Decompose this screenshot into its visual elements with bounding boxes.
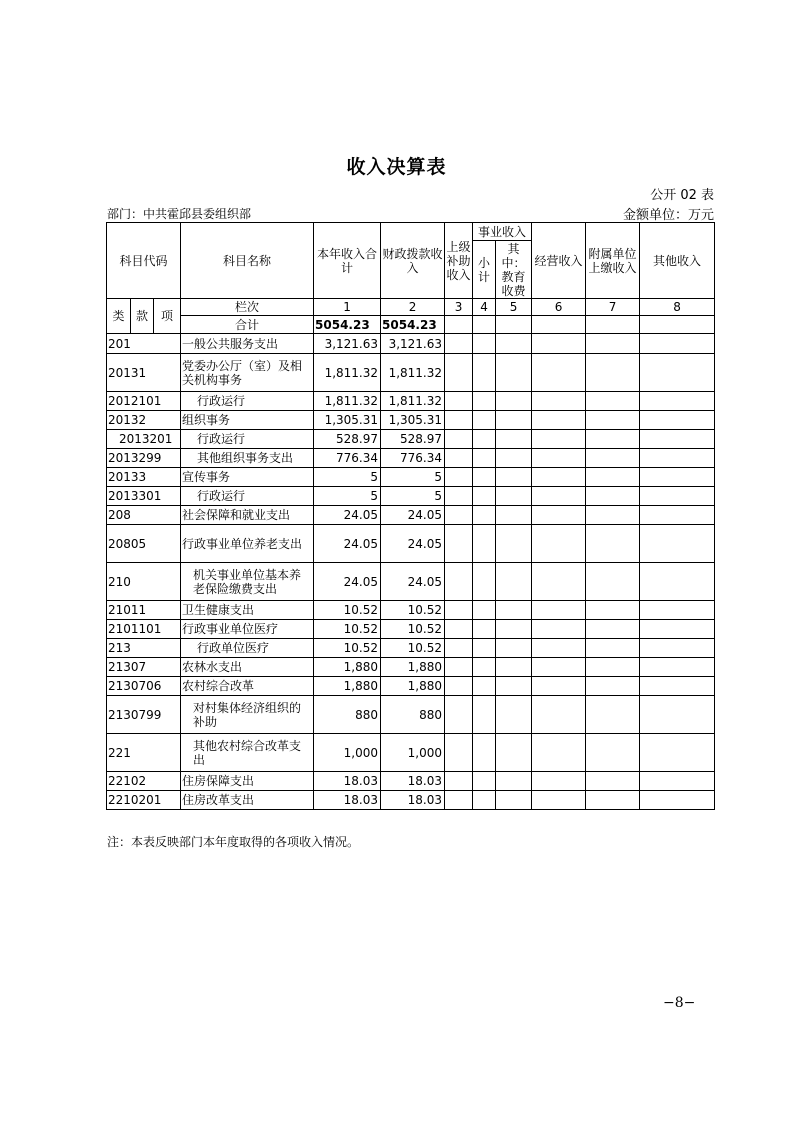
total-income-value: 1,000: [314, 734, 381, 772]
subject-name: 行政事业单位养老支出: [181, 525, 314, 563]
fiscal-appropriation-value: 24.05: [381, 525, 445, 563]
empty-cell: [532, 449, 586, 468]
header-lei: 类: [107, 299, 131, 334]
empty-cell: [473, 791, 496, 810]
subject-code: 2101101: [107, 620, 181, 639]
table-row: [107, 677, 715, 696]
empty-cell: [532, 601, 586, 620]
empty-cell: [496, 677, 532, 696]
header-fiscal-appropriation: 财政拨款收入: [381, 223, 445, 299]
total-income-value: 24.05: [314, 525, 381, 563]
fiscal-appropriation-value: 18.03: [381, 791, 445, 810]
empty-cell: [496, 601, 532, 620]
empty-cell: [640, 334, 715, 354]
empty-cell: [640, 411, 715, 430]
empty-cell: [640, 449, 715, 468]
subject-name: 行政运行: [181, 392, 314, 411]
subject-name: 住房保障支出: [181, 772, 314, 791]
header-kuan: 款: [131, 299, 154, 334]
header-affiliated-income: 附属单位上缴收入: [586, 223, 640, 299]
col-number: 1: [314, 299, 381, 316]
table-row: [107, 620, 715, 639]
empty-cell: [640, 639, 715, 658]
subject-name: 行政事业单位医疗: [181, 620, 314, 639]
empty-cell: [496, 334, 532, 354]
table-row: [107, 468, 715, 487]
subject-code: 20805: [107, 525, 181, 563]
empty-cell: [532, 791, 586, 810]
empty-cell: [473, 334, 496, 354]
subject-name: 行政单位医疗: [181, 639, 314, 658]
empty-cell: [586, 772, 640, 791]
empty-cell: [445, 468, 473, 487]
footnote: 注：本表反映部门本年度取得的各项收入情况。: [107, 835, 360, 849]
total-income-value: 1,811.32: [314, 392, 381, 411]
empty-cell: [586, 734, 640, 772]
fiscal-appropriation-value: 1,811.32: [381, 392, 445, 411]
empty-cell: [473, 430, 496, 449]
header-total-income: 本年收入合计: [314, 223, 381, 299]
empty-cell: [586, 430, 640, 449]
empty-cell: [640, 430, 715, 449]
fiscal-appropriation-value: 1,811.32: [381, 354, 445, 392]
empty-cell: [496, 639, 532, 658]
table-row: [107, 772, 715, 791]
empty-cell: [640, 354, 715, 392]
empty-cell: [586, 449, 640, 468]
empty-cell: [445, 696, 473, 734]
total-income-value: 528.97: [314, 430, 381, 449]
subject-code: 2130706: [107, 677, 181, 696]
total-income-value: 1,811.32: [314, 354, 381, 392]
empty-cell: [445, 677, 473, 696]
empty-cell: [445, 563, 473, 601]
empty-cell: [532, 411, 586, 430]
header-superior-subsidy: 上级补助收入: [445, 223, 473, 299]
header-xiang: 项: [154, 299, 181, 334]
table-row: [107, 791, 715, 810]
subject-name: 组织事务: [181, 411, 314, 430]
empty-cell: [496, 734, 532, 772]
empty-cell: [586, 392, 640, 411]
subject-code: 210: [107, 563, 181, 601]
empty-cell: [640, 791, 715, 810]
subject-code: 20131: [107, 354, 181, 392]
subject-code: 20133: [107, 468, 181, 487]
empty-cell: [532, 506, 586, 525]
empty-cell: [473, 525, 496, 563]
empty-cell: [532, 354, 586, 392]
empty-cell: [532, 563, 586, 601]
subject-name: 住房改革支出: [181, 791, 314, 810]
empty-cell: [496, 696, 532, 734]
fiscal-appropriation-value: 880: [381, 696, 445, 734]
col-number: 2: [381, 299, 445, 316]
empty-cell: [586, 411, 640, 430]
empty-cell: [532, 639, 586, 658]
empty-cell: [473, 449, 496, 468]
empty-cell: [640, 487, 715, 506]
empty-cell: [473, 620, 496, 639]
empty-cell: [532, 772, 586, 791]
empty-cell: [473, 411, 496, 430]
subject-code: 2012101: [107, 392, 181, 411]
subject-code: 2013301: [107, 487, 181, 506]
subject-code: 208: [107, 506, 181, 525]
subject-code: 221: [107, 734, 181, 772]
col-number: 8: [640, 299, 715, 316]
total-income-value: 5: [314, 468, 381, 487]
empty-cell: [473, 772, 496, 791]
header-operating-income: 经营收入: [532, 223, 586, 299]
empty-cell: [640, 772, 715, 791]
empty-cell: [586, 639, 640, 658]
fiscal-appropriation-value: 528.97: [381, 430, 445, 449]
empty-cell: [640, 601, 715, 620]
subject-name: 行政运行: [181, 487, 314, 506]
empty-cell: [496, 487, 532, 506]
empty-cell: [496, 658, 532, 677]
empty-cell: [532, 734, 586, 772]
empty-cell: [473, 354, 496, 392]
fiscal-appropriation-value: 10.52: [381, 620, 445, 639]
total-income-value: 24.05: [314, 563, 381, 601]
total-income-value: 18.03: [314, 772, 381, 791]
col-number: 7: [586, 299, 640, 316]
empty-cell: [496, 525, 532, 563]
col-number: 4: [473, 299, 496, 316]
empty-cell: [473, 734, 496, 772]
subject-name: 农林水支出: [181, 658, 314, 677]
empty-cell: [496, 468, 532, 487]
empty-cell: [445, 392, 473, 411]
empty-cell: [496, 411, 532, 430]
total-income-value: 10.52: [314, 639, 381, 658]
table-row: [107, 639, 715, 658]
header-other-income: 其他收入: [640, 223, 715, 299]
empty-cell: [532, 658, 586, 677]
empty-cell: [445, 411, 473, 430]
empty-cell: [640, 734, 715, 772]
total-income-value: 10.52: [314, 620, 381, 639]
total-value: 5054.23: [314, 316, 381, 334]
form-code: 公开 02 表: [650, 188, 714, 203]
empty-cell: [586, 601, 640, 620]
subject-code: 2130799: [107, 696, 181, 734]
subject-code: 2210201: [107, 791, 181, 810]
subject-name: 行政运行: [181, 430, 314, 449]
total-income-value: 10.52: [314, 601, 381, 620]
department-label: 部门：中共霍邱县委组织部: [107, 207, 252, 221]
empty-cell: [473, 506, 496, 525]
empty-cell: [473, 696, 496, 734]
fiscal-appropriation-value: 5: [381, 487, 445, 506]
empty-cell: [445, 791, 473, 810]
table-row: [107, 696, 715, 734]
empty-cell: [586, 525, 640, 563]
empty-cell: [640, 696, 715, 734]
total-income-value: 1,305.31: [314, 411, 381, 430]
fiscal-appropriation-value: 1,000: [381, 734, 445, 772]
empty-cell: [586, 487, 640, 506]
unit-label: 金额单位：万元: [622, 208, 714, 223]
empty-cell: [473, 392, 496, 411]
subject-code: 2013299: [107, 449, 181, 468]
empty-cell: [586, 334, 640, 354]
table-row: [107, 506, 715, 525]
empty-cell: [586, 506, 640, 525]
subject-name: 其他组织事务支出: [181, 449, 314, 468]
table-row: [107, 354, 715, 392]
table-row: [107, 334, 715, 354]
empty-cell: [496, 791, 532, 810]
empty-cell: [496, 354, 532, 392]
subject-name: 农村综合改革: [181, 677, 314, 696]
empty-cell: [473, 639, 496, 658]
empty-cell: [445, 639, 473, 658]
empty-cell: [445, 772, 473, 791]
table-row: [107, 430, 715, 449]
empty-cell: [532, 696, 586, 734]
total-income-value: 3,121.63: [314, 334, 381, 354]
empty-cell: [473, 601, 496, 620]
subject-name: 一般公共服务支出: [181, 334, 314, 354]
empty-cell: [640, 563, 715, 601]
table-row: [107, 449, 715, 468]
empty-cell: [532, 392, 586, 411]
empty-cell: [532, 334, 586, 354]
empty-cell: [532, 430, 586, 449]
empty-cell: [445, 334, 473, 354]
empty-cell: [640, 392, 715, 411]
fiscal-appropriation-value: 10.52: [381, 601, 445, 620]
empty-cell: [445, 525, 473, 563]
total-value: 5054.23: [381, 316, 445, 334]
empty-cell: [586, 696, 640, 734]
table-row: [107, 411, 715, 430]
subject-code: 2013201: [107, 430, 181, 449]
header-education-fee: 其中：教育收费: [496, 241, 532, 299]
empty-cell: [532, 468, 586, 487]
fiscal-appropriation-value: 24.05: [381, 506, 445, 525]
subject-name: 社会保障和就业支出: [181, 506, 314, 525]
income-table: [106, 222, 715, 810]
fiscal-appropriation-value: 5: [381, 468, 445, 487]
empty-cell: [445, 506, 473, 525]
table-row: [107, 601, 715, 620]
total-income-value: 1,880: [314, 658, 381, 677]
empty-cell: [532, 620, 586, 639]
total-income-value: 1,880: [314, 677, 381, 696]
subject-code: 22102: [107, 772, 181, 791]
empty-cell: [586, 354, 640, 392]
subject-code: 201: [107, 334, 181, 354]
table-row: [107, 658, 715, 677]
total-label: 合计: [181, 316, 314, 334]
total-income-value: 18.03: [314, 791, 381, 810]
empty-cell: [473, 677, 496, 696]
subject-code: 21011: [107, 601, 181, 620]
subject-name: 宣传事务: [181, 468, 314, 487]
empty-cell: [640, 677, 715, 696]
col-number: 6: [532, 299, 586, 316]
empty-cell: [496, 620, 532, 639]
empty-cell: [445, 601, 473, 620]
empty-cell: [473, 658, 496, 677]
table-row: [107, 392, 715, 411]
header-subject-code: 科目代码: [107, 223, 181, 299]
fiscal-appropriation-value: 18.03: [381, 772, 445, 791]
page-number: −8−: [663, 995, 696, 1011]
fiscal-appropriation-value: 1,880: [381, 658, 445, 677]
table-row: [107, 734, 715, 772]
subject-code: 20132: [107, 411, 181, 430]
fiscal-appropriation-value: 1,880: [381, 677, 445, 696]
empty-cell: [640, 525, 715, 563]
subject-name: 对村集体经济组织的补助: [181, 696, 314, 734]
subject-name: 机关事业单位基本养老保险缴费支出: [181, 563, 314, 601]
empty-cell: [496, 430, 532, 449]
empty-cell: [640, 620, 715, 639]
empty-cell: [445, 487, 473, 506]
header-column-label: 栏次: [181, 299, 314, 316]
empty-cell: [496, 563, 532, 601]
empty-cell: [473, 563, 496, 601]
empty-cell: [586, 468, 640, 487]
total-income-value: 880: [314, 696, 381, 734]
empty-cell: [496, 449, 532, 468]
empty-cell: [532, 487, 586, 506]
empty-cell: [445, 658, 473, 677]
empty-cell: [640, 468, 715, 487]
empty-cell: [640, 658, 715, 677]
empty-cell: [445, 734, 473, 772]
empty-cell: [473, 487, 496, 506]
fiscal-appropriation-value: 3,121.63: [381, 334, 445, 354]
fiscal-appropriation-value: 24.05: [381, 563, 445, 601]
subject-name: 党委办公厅（室）及相关机构事务: [181, 354, 314, 392]
empty-cell: [640, 506, 715, 525]
empty-cell: [445, 620, 473, 639]
empty-cell: [473, 468, 496, 487]
table-row: [107, 525, 715, 563]
empty-cell: [586, 677, 640, 696]
col-number: 5: [496, 299, 532, 316]
empty-cell: [496, 506, 532, 525]
empty-cell: [445, 430, 473, 449]
table-row: [107, 563, 715, 601]
fiscal-appropriation-value: 776.34: [381, 449, 445, 468]
page-title: 收入决算表: [346, 156, 447, 178]
total-income-value: 24.05: [314, 506, 381, 525]
subject-code: 21307: [107, 658, 181, 677]
empty-cell: [445, 449, 473, 468]
empty-cell: [445, 354, 473, 392]
table-row: [107, 487, 715, 506]
empty-cell: [586, 658, 640, 677]
header-subtotal: 小计: [473, 241, 496, 299]
header-subject-name: 科目名称: [181, 223, 314, 299]
empty-cell: [532, 677, 586, 696]
fiscal-appropriation-value: 10.52: [381, 639, 445, 658]
empty-cell: [586, 791, 640, 810]
subject-code: 213: [107, 639, 181, 658]
empty-cell: [586, 620, 640, 639]
header-business-income: 事业收入: [473, 223, 532, 241]
subject-name: 卫生健康支出: [181, 601, 314, 620]
fiscal-appropriation-value: 1,305.31: [381, 411, 445, 430]
empty-cell: [532, 525, 586, 563]
subject-name: 其他农村综合改革支出: [181, 734, 314, 772]
empty-cell: [586, 563, 640, 601]
empty-cell: [496, 392, 532, 411]
col-number: 3: [445, 299, 473, 316]
total-income-value: 5: [314, 487, 381, 506]
empty-cell: [496, 772, 532, 791]
total-income-value: 776.34: [314, 449, 381, 468]
